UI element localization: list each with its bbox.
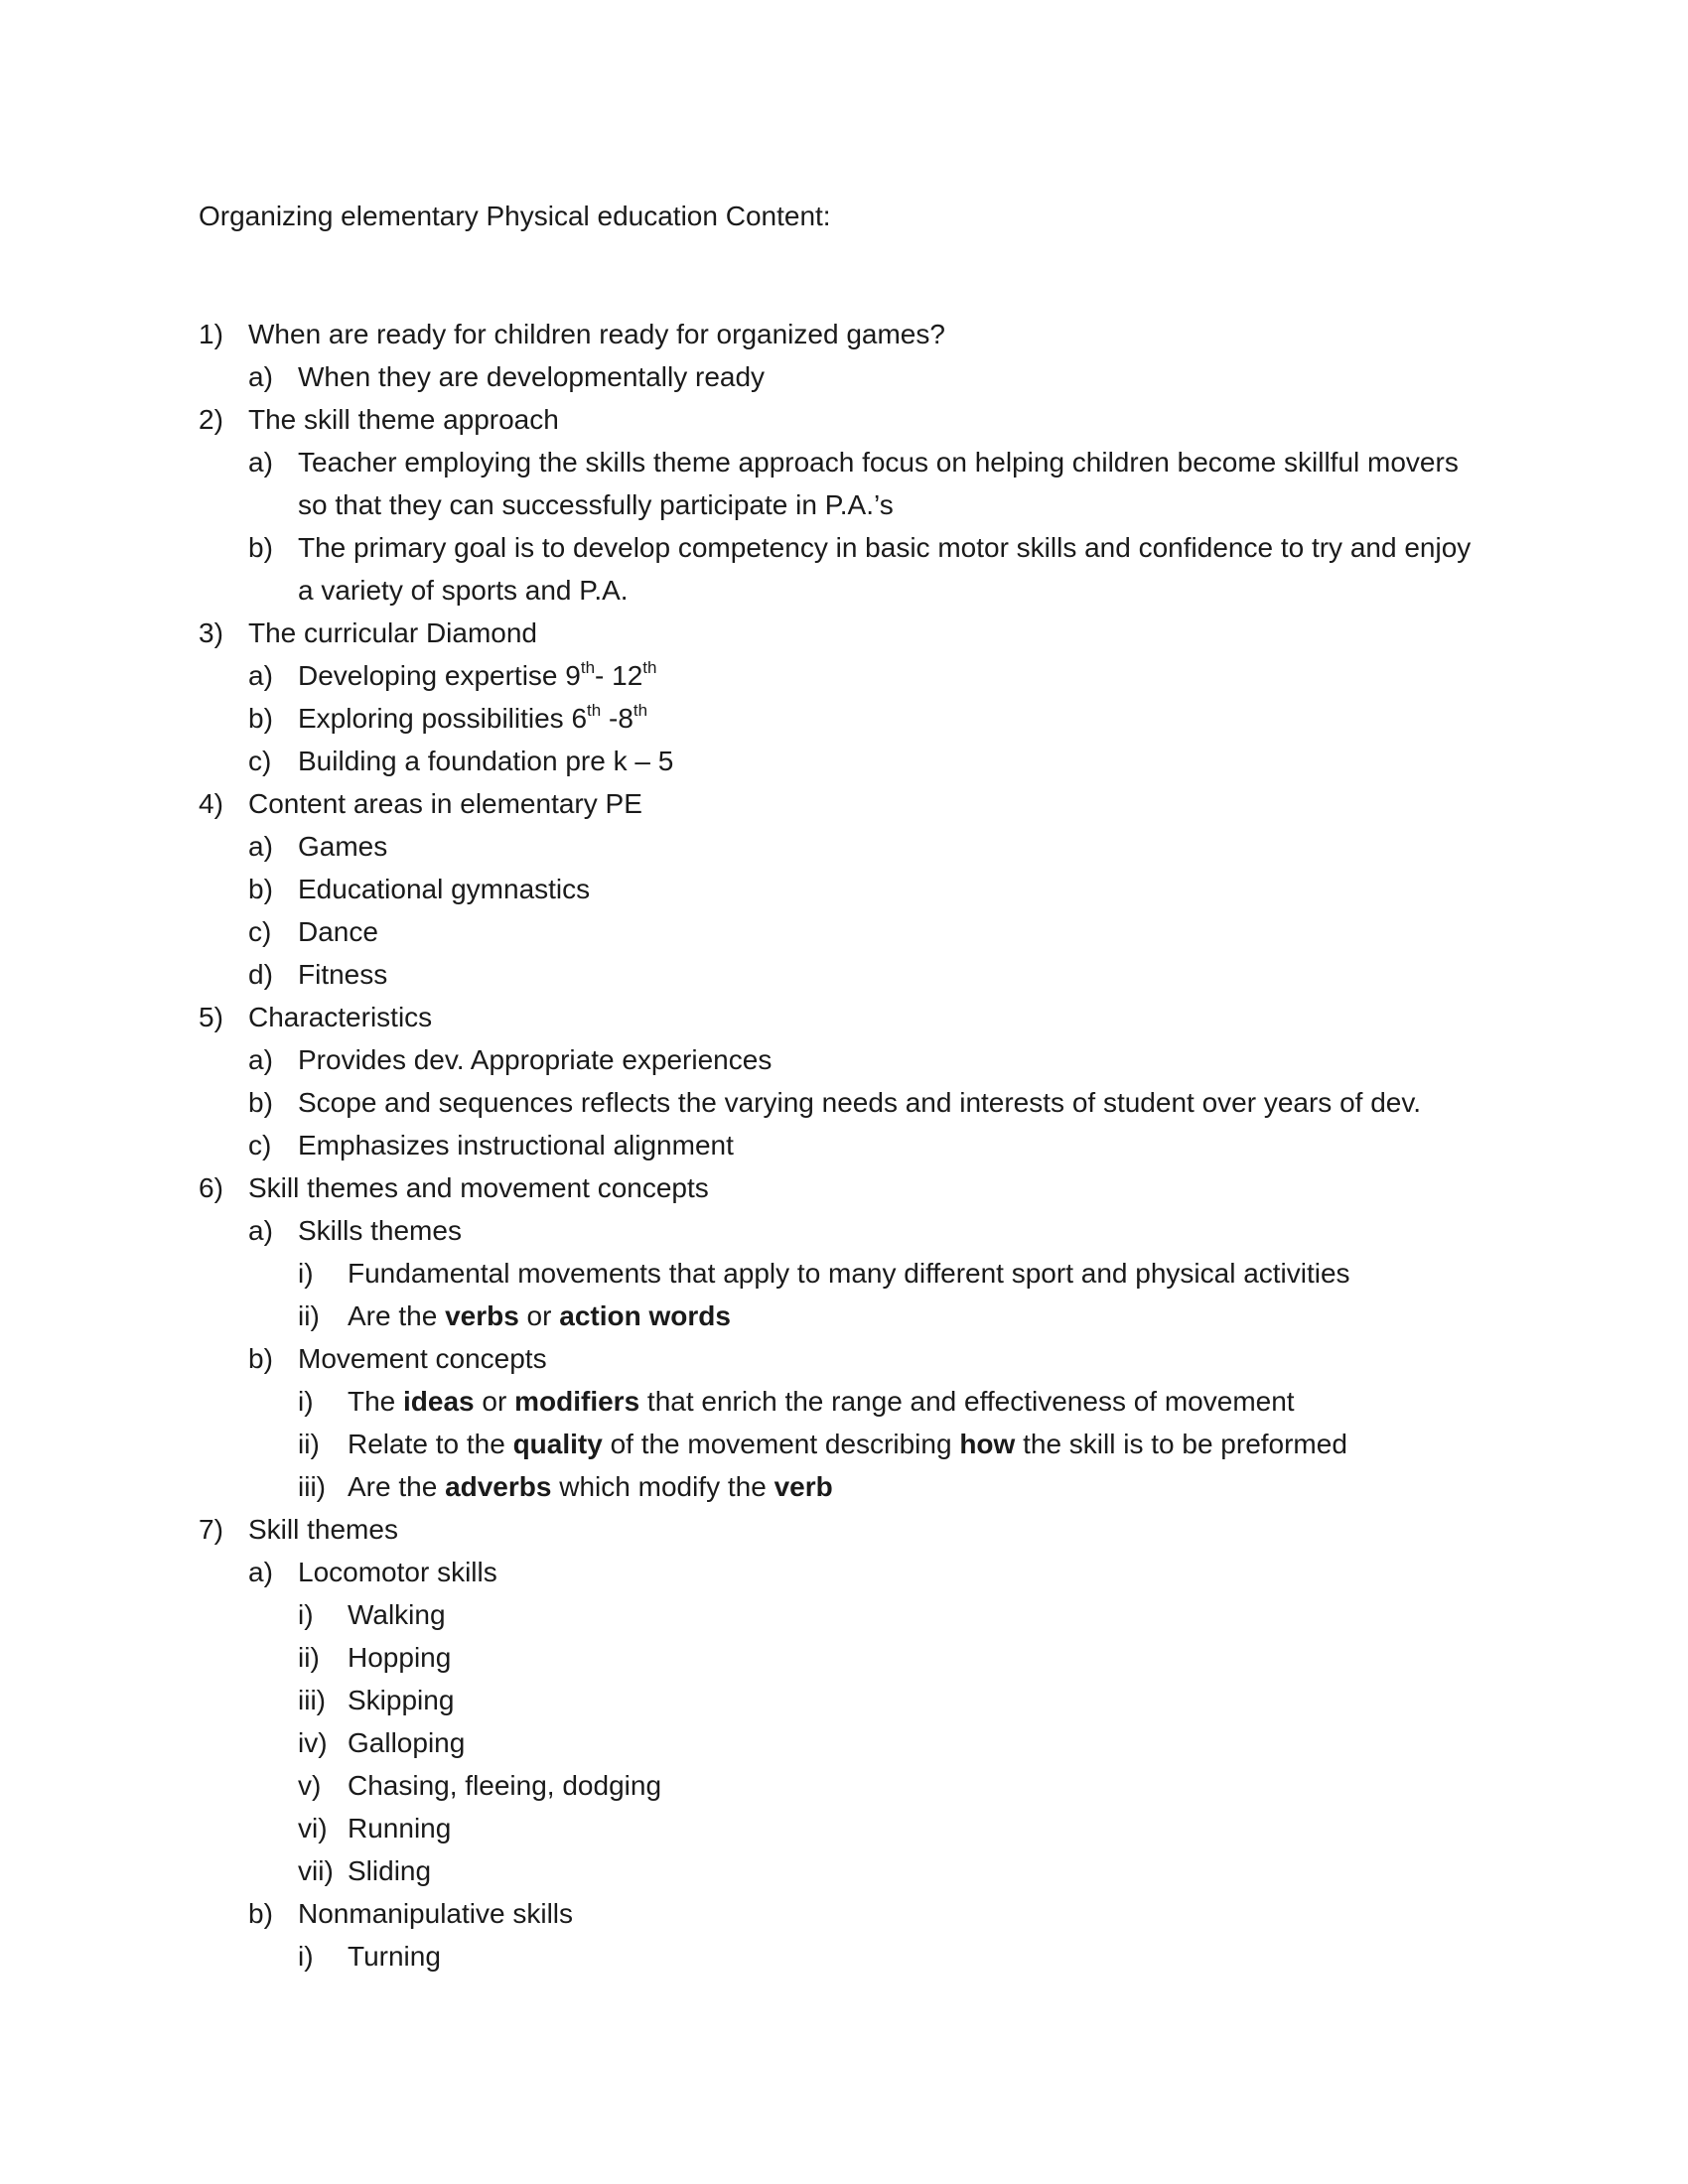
text-part: Relate to the [348,1429,513,1459]
item-marker: d) [248,959,273,990]
item-marker: b) [248,703,273,734]
item-text: Turning [348,1941,441,1972]
text-part: or [518,1300,560,1331]
item-text: Locomotor skills [298,1557,497,1587]
outline-item-2a [199,441,1489,526]
text-part: Exploring possibilities 6 [298,703,588,734]
document-title: Organizing elementary Physical education Content: [199,201,831,231]
item-text [348,1423,1489,1465]
outline-item-7b-i [199,1935,1489,1978]
item-text: Dance [298,916,378,947]
item-marker: ii) [298,1300,320,1331]
text-part: Are the [348,1471,446,1502]
item-marker: i) [298,1386,314,1417]
outline-item-4b [199,868,1489,910]
item-text: The skill theme approach [248,404,559,435]
item-text: Teacher employing the skills theme approach focus on helping children become skillful movers so that they can successfully participate in P.A.’s [298,447,1459,520]
item-text: Emphasizes instructional alignment [298,1130,734,1160]
item-marker: v) [298,1770,322,1801]
outline-item-3 [199,612,1489,654]
item-text: Scope and sequences reflects the varying needs and interests of student over years of dev. [298,1087,1422,1118]
item-marker: i) [298,1258,314,1289]
item-text [348,1465,1489,1508]
item-text: Sliding [348,1855,432,1886]
outline-item-5b [199,1081,1489,1124]
outline-item-3c [199,740,1489,782]
item-marker: a) [248,660,273,691]
item-text: Provides dev. Appropriate experiences [298,1044,773,1075]
outline-item-5a [199,1038,1489,1081]
item-marker: a) [248,1044,273,1075]
outline-item-6a [199,1209,1489,1252]
text-part: of the movement describing [602,1429,960,1459]
text-part: Are the [348,1300,446,1331]
outline-item-2 [199,398,1489,441]
bold-term: verbs [445,1300,519,1331]
outline-item-5c [199,1124,1489,1166]
outline-item-6a-ii [199,1295,1489,1337]
item-text [298,654,1489,697]
outline-item-6a-i [199,1252,1489,1295]
item-marker: iii) [298,1471,326,1502]
outline-item-7a-iii [199,1679,1489,1721]
item-marker: a) [248,447,273,478]
text-part: or [474,1386,515,1417]
item-text: Building a foundation pre k – 5 [298,746,674,776]
outline-item-7 [199,1508,1489,1551]
item-marker: iii) [298,1685,326,1715]
item-text [348,1380,1489,1423]
item-text: Content areas in elementary PE [248,788,642,819]
outline-item-4a [199,825,1489,868]
bold-term: modifiers [514,1386,640,1417]
item-marker: 5) [199,1002,223,1032]
item-text: Running [348,1813,452,1843]
text-part: -8 [601,703,633,734]
text-part: that enrich the range and effectiveness of movement [639,1386,1295,1417]
item-marker: a) [248,1215,273,1246]
item-text [298,697,1489,740]
item-marker: 4) [199,788,223,819]
item-marker: 3) [199,617,223,648]
outline-item-7b [199,1892,1489,1935]
item-marker: b) [248,874,273,904]
item-text: Skipping [348,1685,455,1715]
outline-item-7a-i [199,1593,1489,1636]
item-text: Galloping [348,1727,466,1758]
outline-item-6b-iii [199,1465,1489,1508]
outline-item-4d [199,953,1489,996]
outline-list [199,313,1489,1978]
item-text: Nonmanipulative skills [298,1898,574,1929]
item-marker: b) [248,1343,273,1374]
bold-term: quality [512,1429,603,1459]
item-marker: c) [248,916,272,947]
item-marker: a) [248,831,273,862]
item-marker: ii) [298,1642,320,1673]
bold-term: adverbs [445,1471,552,1502]
outline-item-6b-i [199,1380,1489,1423]
item-marker: c) [248,1130,272,1160]
outline-item-7a [199,1551,1489,1593]
outline-item-6 [199,1166,1489,1209]
outline-item-7a-vi [199,1807,1489,1849]
text-part: Developing expertise 9 [298,660,581,691]
item-text: Movement concepts [298,1343,547,1374]
outline-item-1 [199,313,1489,355]
item-marker: i) [298,1941,314,1972]
superscript: th [580,657,596,677]
text-part: - 12 [595,660,643,691]
item-marker: ii) [298,1429,320,1459]
item-text: When are ready for children ready for organized games? [248,319,945,349]
bold-term: verb [774,1471,833,1502]
item-marker: c) [248,746,272,776]
item-marker: 6) [199,1172,223,1203]
outline-item-7a-v [199,1764,1489,1807]
outline-item-4c [199,910,1489,953]
item-text: Fundamental movements that apply to many different sport and physical activities [348,1258,1350,1289]
superscript: th [642,657,657,677]
bold-term: ideas [403,1386,475,1417]
item-text: Skills themes [298,1215,462,1246]
item-text [348,1295,1489,1337]
outline-item-4 [199,782,1489,825]
item-text: The curricular Diamond [248,617,537,648]
item-marker: 2) [199,404,223,435]
item-text: Hopping [348,1642,452,1673]
bold-term: how [959,1429,1016,1459]
bold-term: action words [559,1300,731,1331]
item-text: Chasing, fleeing, dodging [348,1770,662,1801]
item-text: Games [298,831,388,862]
outline-item-7a-ii [199,1636,1489,1679]
item-marker: 1) [199,319,223,349]
item-marker: b) [248,532,273,563]
item-text: When they are developmentally ready [298,361,766,392]
outline-item-7a-vii [199,1849,1489,1892]
item-marker: a) [248,361,273,392]
outline-item-2b [199,526,1489,612]
item-marker: vii) [298,1855,334,1886]
outline-item-6b-ii [199,1423,1489,1465]
superscript: th [587,700,602,720]
superscript: th [633,700,648,720]
item-text: Characteristics [248,1002,433,1032]
item-text: Skill themes [248,1514,398,1545]
item-marker: a) [248,1557,273,1587]
item-marker: b) [248,1898,273,1929]
item-marker: vi) [298,1813,328,1843]
item-text: Walking [348,1599,446,1630]
item-marker: 7) [199,1514,223,1545]
item-text: Skill themes and movement concepts [248,1172,709,1203]
outline-item-6b [199,1337,1489,1380]
outline-item-3a [199,654,1489,697]
item-text: Fitness [298,959,388,990]
item-text: Educational gymnastics [298,874,591,904]
outline-item-3b [199,697,1489,740]
item-marker: i) [298,1599,314,1630]
item-text: The primary goal is to develop competency in basic motor skills and confidence to try and enjoy a variety of sports and P.A. [298,532,1472,606]
text-part: the skill is to be preformed [1015,1429,1347,1459]
item-marker: iv) [298,1727,328,1758]
item-marker: b) [248,1087,273,1118]
outline-item-1a [199,355,1489,398]
text-part: The [348,1386,404,1417]
outline-item-7a-iv [199,1721,1489,1764]
text-part: which modify the [551,1471,774,1502]
outline-item-5 [199,996,1489,1038]
